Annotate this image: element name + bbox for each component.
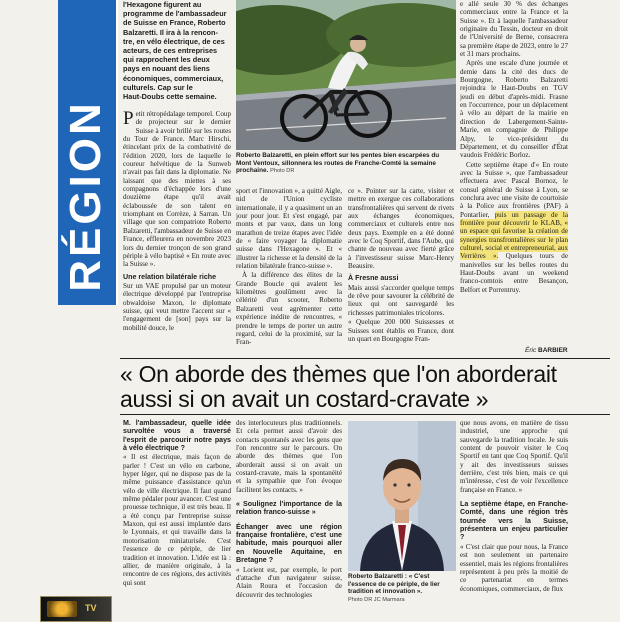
author-initial: Éric: [525, 347, 537, 354]
article-paragraph: Après une escale d'une journée et demie dans la cité des ducs de Bourgogne, Roberto Balzaretti rejoindra le Haut-Doubs en TGV jeudi en début d'après-midi. Frasne en l'occurrence, pour un déplacement à vélo au départ de la mairie en direction de Labergement-Sainte-Marie, en compagnie de Philippe Alpy, le vice-président du Département, et du conseiller d'État vaudois Frédéric Borloz.: [460, 59, 568, 160]
intro-line: pays en nouant des liens: [123, 64, 210, 74]
article-column-2: [236, 187, 342, 357]
article-paragraph: Quelques tours de manivelles sur les belles routes du Haut-Doubs avant un weekend franco-comtois entre Besançon, Belfort et Porrentruy.: [460, 252, 568, 294]
interview-column-2: [236, 419, 342, 620]
intro-line: culturels. Cap sur le: [123, 82, 193, 92]
tv-label: TV: [85, 603, 97, 613]
tv-logo: [40, 596, 112, 622]
interview-answer: des interlocuteurs plus traditionnels. Et cela permet aussi d'avoir des contacts spontanés avec les gens que l'on rencontre sur le parcours. On aborde des thèmes que l'on aborderait aussi si on avait un costard-cravate, mais la spontanéité et la sympathie que l'on évoque facilitent les contacts. »: [236, 419, 342, 494]
section-divider: [120, 358, 610, 359]
photo-credit: Photo DR: [270, 168, 295, 175]
interview-subheading: « Soulignez l'importance de la relation franco-suisse »: [236, 500, 342, 517]
interview-answer: « Il est électrique, mais façon de parler ! C'est un vélo en carbone, hyper léger, qui ne dispose pas de la même puissance d'assistance qu'un vélo de ville électrique. Il faut quand même pédaler pour avancer. C'est une prouesse technique, il est très beau. Il a été conçu par l'entreprise suisse Maxon, qui est aussi implantée dans le Lyonnais, et qui travaille dans la motorisation miniaturisée. C'est l'essence de ce périple, de lier tradition et innovation. L'idée est là : allier, de manière originale, à la rencontre de ces régions, des activités qui sont: [123, 453, 231, 587]
author-signature: [525, 347, 568, 354]
article-paragraph: « Quelque 200 000 Suissesses et Suisses sont établis en France, dont un quart en Bourgogne Fran-: [348, 318, 454, 343]
subheading: À Fresne aussi: [348, 274, 399, 283]
intro-line: de Suisse en France, Roberto: [123, 18, 226, 28]
quote-divider: [120, 414, 610, 415]
tv-icon: [47, 601, 77, 617]
interview-answer: « C'est clair que pour nous, la France est non seulement un partenaire essentiel, mais les régions frontalières représentent à peu près la moitié de ce partenariat en termes économiques, commerciaux, de flux: [460, 542, 568, 593]
article-paragraph: Mais aussi s'accorder quelque temps de rêve pour savourer la célébrité de lieux qui ont sauvegardé les richesses patrimoniales tricolores.: [348, 283, 454, 317]
portrait-caption: [348, 573, 456, 604]
highlighted-text: puis un passage de la frontière pour découvrir le KLAB, « un espace qui favorise la création de synergies transfrontalières sur le plan culturel, social et entrepreneurial, aux Verrières ».: [460, 210, 568, 261]
caption-text: Roberto Balzaretti : « C'est l'essence de ce périple, de lier tradition et innovation ».: [348, 573, 440, 596]
interview-column-1: [123, 419, 231, 620]
interview-question: La septième étape, en Franche-Comté, dans une région très tournée vers la Suisse, présentera un enjeu particulier ?: [460, 500, 568, 542]
article-paragraph: etit rétropédalage temporel. Coup de projecteur sur le dernier Suisse à avoir brillé sur les routes du Tour de France. Marc Hirschi, étincelant prix de la combativité de l'édition 2020, lors de laquelle le coureur helvétique de la Sunweb n'avait pas fait dans la diplomatie. Ne laissant que des miettes à ses compagnons d'échappée lors d'une douzième étape qu'il avait éclaboussée de son talent en triomphant en Corrèze, à Sarran. Un village que son compatriote Roberto Balzaretti, l'ambassadeur de Suisse en France, effleurera en novembre 2023 lors du dernier tronçon de son grand périple à vélo baptisé « En route avec la Suisse ».: [123, 110, 231, 269]
article-column-3: [348, 187, 454, 357]
subheading: Une relation bilatérale riche: [123, 272, 217, 281]
article-column-4: [460, 0, 568, 345]
intro-line: programme de l'ambassadeur: [123, 9, 227, 19]
pull-quote: « On aborde des thèmes que l'on aborderait aussi si on avait un costard-cravate »: [120, 361, 557, 412]
article-column-1: [123, 110, 231, 360]
author-name: BARBIER: [538, 347, 568, 354]
section-label: RÉGION: [61, 100, 110, 292]
interview-answer: « Lorient est, par exemple, le port d'attache d'un navigateur suisse, Alain Roura et l'occasion de découvrir des technologies: [236, 565, 342, 599]
intro-line: Balzaretti. Il ira à la rencon-: [123, 27, 218, 37]
article-paragraph: e allé seule 30 % des échanges commerciaux entre la France et la Suisse ». Et à laquelle l'ambassadeur originaire du Tessin, docteur en droit de l'Université de Berne, consacrera sa première étape de 2023, entre le 27 et 31 mars prochains.: [460, 0, 568, 59]
intro-line: tre, en vélo électrique, de ces: [123, 36, 225, 46]
intro-line: acteurs, de ces entreprises: [123, 46, 218, 56]
intro-line: qui rapprochent les deux: [123, 55, 210, 65]
intro-block: [123, 0, 233, 101]
photo-credit: Photo DR JC Marmara: [348, 596, 405, 603]
cyclist-photo: [236, 0, 456, 150]
interview-answer: que nous avons, en matière de tissu industriel, une approche qui sauvegarde la tradition locale. Je suis content de pouvoir visiter le Coq Sportif en tant que Coq Sportif. Qu'il y ait des investisseurs suisses derrière, c'est très bien, mais ce qui m'intéresse, c'est de voir l'excellence française en France. »: [460, 419, 568, 494]
caption-text: Roberto Balzaretti, en plein effort sur les pentes bien escarpées du Mont Ventoux, sillonnera les routes de Franche-Comté la semaine prochaine.: [236, 152, 440, 175]
article-paragraph: ce ». Pointer sur la carte, visiter et mettre en exergue ces collaborations transfrontalières qui servent de rivets aux échanges économiques, commerciaux et culturels entre nos deux pays. Exemple en a été donné avec le Coq Sportif, dans l'Aube, qui chante de nouveau avec fierté grâce à l'investisseur suisse Marc-Henry Beausire.: [348, 187, 454, 271]
interview-question: Échanger avec une région française frontalière, c'est une habitude, mais pourquoi aller en Nouvelle Aquitaine, en Bretagne ?: [236, 522, 342, 565]
photo-caption: [236, 152, 456, 176]
article-paragraph: Cette septième étape d'« En route avec la Suisse », que l'ambassadeur effectuera avec Pascal Bornoz, le consul général de Suisse à Lyon, se conclura avec une visite de courtoisie à la Police aux frontières (PAF) à Pontarlier,: [460, 160, 568, 219]
intro-line: Haut-Doubs cette semaine.: [123, 92, 217, 102]
drop-cap: P: [123, 110, 134, 129]
portrait-illustration: [348, 421, 456, 571]
article-paragraph: sport et l'innovation », a quitté Aigle, nid de l'Union cycliste internationale, il y a quasiment un an jour pour jour. Et s'est engagé, par monts et par vaux, dans un long marathon de treize étapes avec l'idée de « faire voyager la diplomatie suisse dans l'Hexagone ». Et « illustrer la richesse et la densité de la relation bilatérale franco-suisse ».: [236, 187, 342, 271]
interview-column-4: [460, 419, 568, 620]
article-paragraph: À la différence des élites de la Grande Boucle qui avalent les kilomètres goulûment avec la célérité d'un scooter, Roberto Balzaretti veut agrémenter cette expérience inédite de rencontres, « prendre le temps de porter un autre regard, celui de la proximité, sur la Fran-: [236, 271, 342, 347]
interview-question: M. l'ambassadeur, quelle idée survoltée vous a traversé l'esprit de parcourir notre pays à vélo électrique ?: [123, 419, 231, 453]
portrait-photo: [348, 421, 456, 571]
article-paragraph: Sur un VAE propulsé par un moteur électrique développé par l'entreprise obwaldoise Maxon, le diplomate suisse, qui veut mettre l'accent sur « l'engagement de [son] pays sur la mobilité douce, le: [123, 281, 231, 332]
intro-line: l'Hexagone figurent au: [123, 0, 202, 9]
cyclist-illustration: [236, 0, 456, 150]
intro-line: économiques, commerciaux,: [123, 73, 224, 83]
